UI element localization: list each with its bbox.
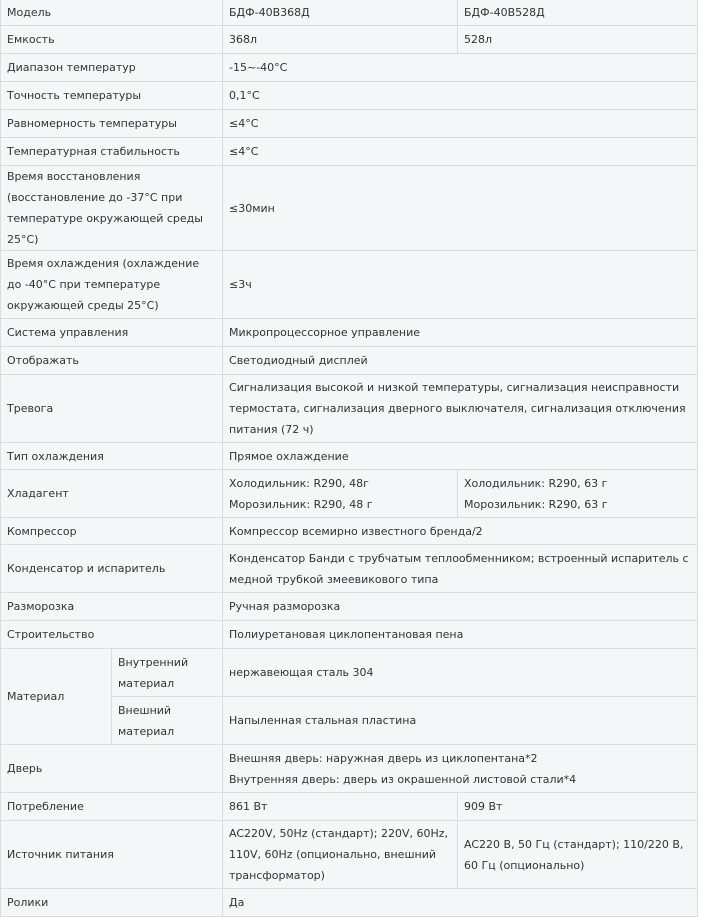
cell-value	[223, 470, 458, 518]
table-row	[1, 347, 698, 375]
cell-value: Микропроцессорное управление	[223, 319, 698, 347]
cell-value	[458, 470, 698, 518]
table-row	[1, 26, 698, 54]
cell-value: Да	[223, 889, 698, 917]
row-label: Хладагент	[1, 470, 223, 518]
row-label: Тревога	[1, 375, 223, 443]
row-label: Источник питания	[1, 821, 223, 889]
table-row	[1, 54, 698, 82]
table-row	[1, 593, 698, 621]
cell-value: 368л	[223, 26, 458, 54]
table-row	[1, 889, 698, 917]
row-label: Материал	[1, 649, 112, 745]
cell-value: ≤3ч	[223, 251, 698, 319]
table-row	[1, 621, 698, 649]
row-label: Емкость	[1, 26, 223, 54]
table-row	[1, 375, 698, 443]
door-outer: Внешняя дверь: наружная дверь из циклопентана*2	[229, 751, 538, 765]
table-row	[1, 82, 698, 110]
cell-value: 528л	[458, 26, 698, 54]
table-row	[1, 649, 698, 697]
cell-value: 861 Вт	[223, 793, 458, 821]
row-label: Модель	[1, 0, 223, 26]
table-row	[1, 545, 698, 593]
table-row	[1, 443, 698, 470]
refrigerant-freezer: Морозильник: R290, 63 г	[464, 497, 608, 511]
table-row	[1, 745, 698, 793]
cell-value: ≤4°C	[223, 138, 698, 166]
cell-value: 909 Вт	[458, 793, 698, 821]
row-label: Дверь	[1, 745, 223, 793]
row-label: Разморозка	[1, 593, 223, 621]
cell-value: Конденсатор Банди с трубчатым теплообменником; встроенный испаритель с медной трубкой змеевикового типа	[223, 545, 698, 593]
cell-value: нержавеющая сталь 304	[223, 649, 698, 697]
cell-value: Компрессор всемирно известного бренда/2	[223, 518, 698, 545]
cell-value: Ручная разморозка	[223, 593, 698, 621]
cell-value: ≤30мин	[223, 166, 698, 251]
table-row	[1, 518, 698, 545]
row-label: Строительство	[1, 621, 223, 649]
refrigerant-fridge: Холодильник: R290, 63 г	[464, 476, 608, 490]
sub-label: Внутренний материал	[112, 649, 223, 697]
cell-value: AC220 В, 50 Гц (стандарт); 110/220 В, 60 Гц (опционально)	[458, 821, 698, 889]
table-row	[1, 319, 698, 347]
table-row	[1, 138, 698, 166]
door-inner: Внутренняя дверь: дверь из окрашенной листовой стали*4	[229, 772, 577, 786]
row-label: Время охлаждения (охлаждение до -40°C при температуре окружающей среды 25°C)	[1, 251, 223, 319]
table-row	[1, 0, 698, 26]
cell-value: 0,1°C	[223, 82, 698, 110]
row-label: Равномерность температуры	[1, 110, 223, 138]
cell-value: ≤4°C	[223, 110, 698, 138]
sub-label: Внешний материал	[112, 697, 223, 745]
row-label: Точность температуры	[1, 82, 223, 110]
cell-value: Светодиодный дисплей	[223, 347, 698, 375]
cell-value: Полиуретановая циклопентановая пена	[223, 621, 698, 649]
cell-value: БДФ-40В528Д	[458, 0, 698, 26]
row-label: Потребление	[1, 793, 223, 821]
table-row	[1, 470, 698, 518]
row-label: Ролики	[1, 889, 223, 917]
table-row	[1, 793, 698, 821]
row-label: Отображать	[1, 347, 223, 375]
row-label: Температурная стабильность	[1, 138, 223, 166]
row-label: Конденсатор и испаритель	[1, 545, 223, 593]
refrigerant-freezer: Морозильник: R290, 48 г	[229, 497, 373, 511]
row-label: Тип охлаждения	[1, 443, 223, 470]
table-row	[1, 251, 698, 319]
cell-value: -15~-40°C	[223, 54, 698, 82]
refrigerant-fridge: Холодильник: R290, 48г	[229, 476, 369, 490]
table-row	[1, 821, 698, 889]
cell-value: Сигнализация высокой и низкой температуры, сигнализация неисправности термостата, сигнализация дверного выключателя, сигнализация отключения питания (72 ч)	[223, 375, 698, 443]
cell-value: AC220V, 50Hz (стандарт); 220V, 60Hz, 110V, 60Hz (опционально, внешний трансформатор)	[223, 821, 458, 889]
cell-value: БДФ-40В368Д	[223, 0, 458, 26]
table-row	[1, 166, 698, 251]
row-label: Диапазон температур	[1, 54, 223, 82]
row-label: Время восстановления (восстановление до -37°C при температуре окружающей среды 25°C)	[1, 166, 223, 251]
cell-value: Прямое охлаждение	[223, 443, 698, 470]
row-label: Система управления	[1, 319, 223, 347]
row-label: Компрессор	[1, 518, 223, 545]
cell-value	[223, 745, 698, 793]
table-row	[1, 110, 698, 138]
cell-value: Напыленная стальная пластина	[223, 697, 698, 745]
